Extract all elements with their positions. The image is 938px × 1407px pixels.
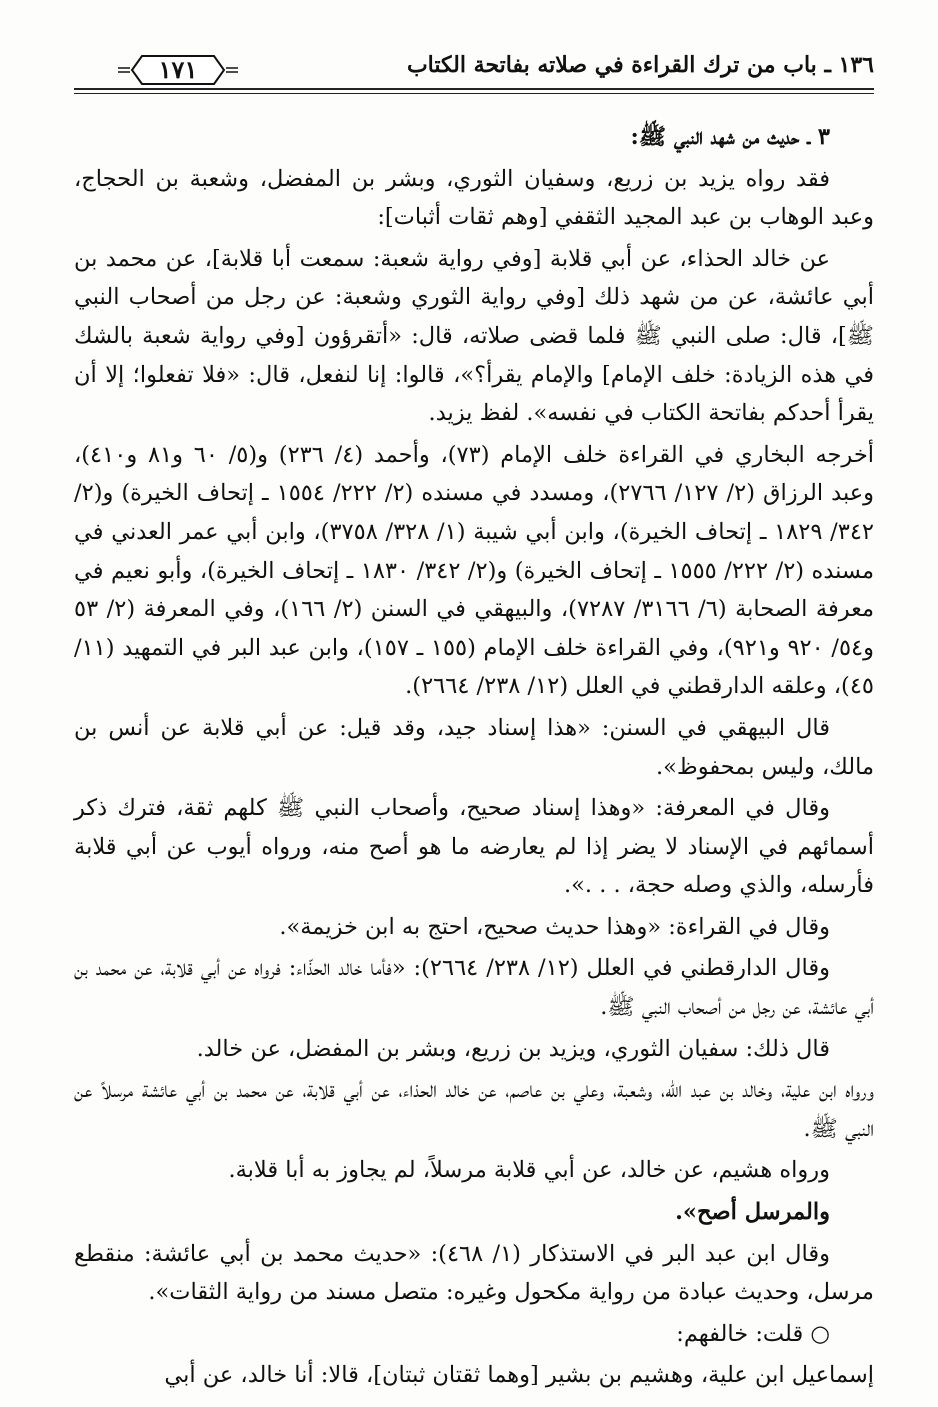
paragraph: أخرجه البخاري في القراءة خلف الإمام (٧٣)، وأحمد (٤/ ٢٣٦) و(٥/ ٦٠ و٨١ و٤١٠)، وعبد الرزاق (٢/ ١٢٧/ ٢٧٦٦)، ومسدد في مسنده (٢/ ٢٢٢/ ١٥٥٤ ـ إتحاف الخيرة) و(٢/ ٣٤٢/ ١٨٢٩ ـ إتحاف الخيرة)، وابن أبي شيبة (١/ ٣٢٨/ ٣٧٥٨)، وابن أبي عمر العدني في مسنده (٢/ ٢٢٢/ ١٥٥٥ ـ إتحاف الخيرة) و(٢/ ٣٤٢/ ١٨٣٠ ـ إتحاف الخيرة)، وأبو نعيم في معرفة الصحابة (٦/ ٣١٦٦/ ٧٢٨٧)، والبيهقي في السنن (٢/ ١٦٦)، وفي المعرفة (٢/ ٥٣ و٥٤/ ٩٢٠ و٩٢١)، وفي القراءة خلف الإمام (١٥٥ ـ ١٥٧)، وابن عبد البر في التمهيد (١١/ ٤٥)، وعلقه الدارقطني في العلل (١٢/ ٢٣٨/ ٢٦٦٤). [74,441,875,700]
paragraph-bold: والمرسل أصح». [675,1199,830,1226]
bullet-note: ○ قلت: خالفهم: [676,1320,830,1347]
page-number-ornament [118,50,238,90]
paragraph: وقال ابن عبد البر في الاستذكار (١/ ٤٦٨): «حديث محمد بن أبي عائشة: منقطع مرسل، وحديث عبادة من رواية مكحول وغيره: متصل مسند من رواية الثقات». [74,1240,874,1306]
paragraph: ورواه ابن علية، وخالد بن عبد الله، وشعبة، وعلي بن عاصم، عن خالد الحذاء، عن أبي قلابة، عن محمد بن أبي عائشة مرسلاً عن النبي ﷺ. [74,1077,874,1142]
section-heading: ٣ ـ حديث من شهد النبي ﷺ: [630,124,830,150]
running-title: ١٣٦ ـ باب من ترك القراءة في صلاته بفاتحة الكتاب [406,52,874,78]
paragraph: ورواه هشيم، عن خالد، عن أبي قلابة مرسلاً، لم يجاوز به أبا قلابة. [228,1157,830,1184]
paragraph: وقال في القراءة: «وهذا حديث صحيح، احتج به ابن خزيمة». [279,913,830,940]
paragraph: إسماعيل ابن علية، وهشيم بن بشير [وهما ثقتان ثبتان]، قالا: أنا خالد، عن أبي [164,1362,874,1389]
paragraph: وقال في المعرفة: «وهذا إسناد صحيح، وأصحاب النبي ﷺ كلهم ثقة، فترك ذكر أسمائهم في الإسناد لا يضر إذا لم يعارضه ما هو أصح منه، ورواه أيوب عن أبي قلابة فأرسله، والذي وصله حجة، . . .». [74,795,874,899]
header-rule-thin [74,93,874,94]
paragraph: وقال الدارقطني في العلل (١٢/ ٢٣٨/ ٢٦٦٤): «فأما خالد الحذّاء: فرواه عن أبي قلابة، عن محمد بن أبي عائشة، عن رجل من أصحاب النبي ﷺ. [74,955,874,1021]
paragraph: قال ذلك: سفيان الثوري، ويزيد بن زريع، وبشر بن المفضل، عن خالد. [196,1035,830,1062]
paragraph: قال البيهقي في السنن: «هذا إسناد جيد، وقد قيل: عن أبي قلابة عن أنس بن مالك، وليس بمحفوظ». [74,714,874,780]
page-number: ١٧١ [158,55,198,84]
header-rule [74,88,874,90]
page-body [74,118,874,1398]
paragraph: فقد رواه يزيد بن زريع، وسفيان الثوري، وبشر بن المفضل، وشعبة بن الحجاج، وعبد الوهاب بن عبد المجيد الثقفي [وهم ثقات أثبات]: [74,165,874,231]
paragraph: عن خالد الحذاء، عن أبي قلابة [وفي رواية شعبة: سمعت أبا قلابة]، عن محمد بن أبي عائشة، عن من شهد ذلك [وفي رواية الثوري وشعبة: عن رجل من أصحاب النبي ﷺ]، قال: صلى النبي ﷺ فلما قضى صلاته، قال: «أتقرؤون [وفي رواية شعبة بالشك في هذه الزيادة: خلف الإمام] والإمام يقرأ؟»، قالوا: إنا لنفعل، قال: «فلا تفعلوا؛ إلا أن يقرأ أحدكم بفاتحة الكتاب في نفسه». لفظ يزيد. [74,245,874,427]
page-header [74,48,874,98]
